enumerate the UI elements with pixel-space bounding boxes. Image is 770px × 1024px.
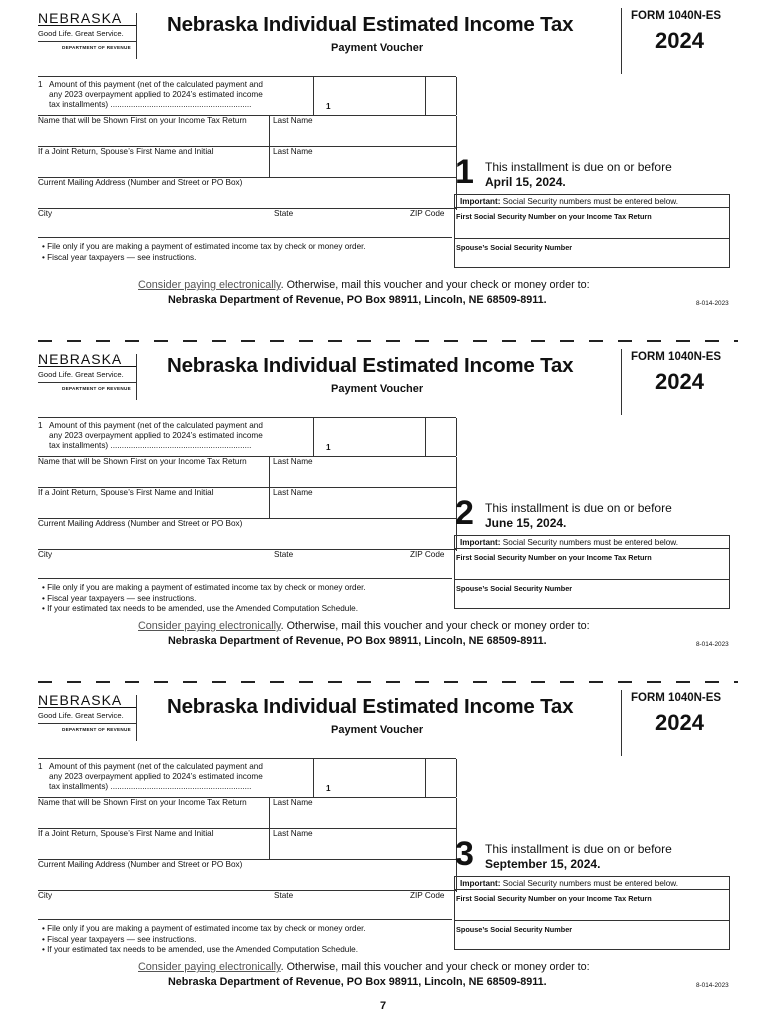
city-bottom-rule bbox=[38, 237, 452, 238]
mail-instructions-text: . Otherwise, mail this voucher and your check or money order to: bbox=[280, 279, 590, 291]
line1-text-a: Amount of this payment (net of the calculated payment and bbox=[49, 762, 263, 771]
spouse-last-field[interactable] bbox=[273, 157, 453, 177]
line1-box-left bbox=[313, 418, 314, 456]
spouse-last-field[interactable] bbox=[273, 839, 453, 859]
line1-box-divider bbox=[425, 759, 426, 797]
form-title: Nebraska Individual Estimated Income Tax bbox=[167, 13, 574, 36]
note-line: • If your estimated tax needs to be amended, use the Amended Computation Schedule. bbox=[42, 945, 359, 954]
form-year: 2024 bbox=[655, 710, 704, 735]
logo-divider bbox=[136, 695, 137, 741]
city-label: City bbox=[38, 891, 53, 900]
payment-voucher-2 bbox=[0, 341, 770, 671]
logo-swoosh bbox=[38, 707, 136, 708]
line1-box-right bbox=[456, 759, 457, 797]
zip-label: ZIP Code bbox=[410, 550, 445, 559]
last-name-field[interactable] bbox=[273, 126, 453, 146]
logo-swoosh bbox=[38, 366, 136, 367]
ssn-spouse-label: Spouse’s Social Security Number bbox=[456, 243, 573, 252]
payment-voucher-3 bbox=[0, 682, 770, 1012]
spouse-divider bbox=[269, 488, 270, 518]
address-field[interactable] bbox=[38, 870, 453, 890]
address-label: Current Mailing Address (Number and Street or PO Box) bbox=[38, 519, 243, 528]
address-field[interactable] bbox=[38, 529, 453, 549]
line1-text-b: any 2023 overpayment applied to 2024’s estimated income bbox=[49, 431, 263, 440]
important-text: Social Security numbers must be entered below. bbox=[502, 879, 678, 888]
logo-swoosh bbox=[38, 25, 136, 26]
first-name-label: Name that will be Shown First on your Income Tax Return bbox=[38, 798, 247, 807]
cut-line-2 bbox=[38, 681, 738, 683]
name-divider bbox=[269, 457, 270, 487]
important-text: Social Security numbers must be entered below. bbox=[502, 197, 678, 206]
address-bottom-rule bbox=[38, 549, 456, 550]
installment-due-text: This installment is due on or before bbox=[485, 501, 672, 515]
note-line: • File only if you are making a payment of estimated income tax by check or money order. bbox=[42, 242, 366, 251]
line1-text-c: tax installments) .............................................................. bbox=[49, 100, 252, 109]
cut-line-1 bbox=[38, 340, 738, 342]
mail-instructions-text: . Otherwise, mail this voucher and your check or money order to: bbox=[280, 620, 590, 632]
form-subtitle: Payment Voucher bbox=[331, 42, 424, 54]
city-field[interactable] bbox=[38, 901, 268, 919]
nebraska-logo: NEBRASKA bbox=[38, 10, 123, 26]
address-bottom-rule bbox=[38, 890, 456, 891]
form-number: FORM 1040N-ES bbox=[631, 10, 722, 22]
note-line: • Fiscal year taxpayers — see instructions. bbox=[42, 593, 197, 603]
state-field[interactable] bbox=[274, 901, 394, 919]
name-divider bbox=[269, 798, 270, 828]
installment-number: 2 bbox=[455, 494, 474, 532]
mail-instructions bbox=[138, 620, 590, 632]
pay-electronically-link[interactable]: Consider paying electronically bbox=[138, 620, 281, 632]
name-divider bbox=[269, 116, 270, 146]
mail-address: Nebraska Department of Revenue, PO Box 98911, Lincoln, NE 68509-8911. bbox=[168, 976, 547, 988]
spouse-divider bbox=[269, 147, 270, 177]
state-label: State bbox=[274, 550, 294, 559]
spouse-first-label: If a Joint Return, Spouse’s First Name and Initial bbox=[38, 488, 214, 497]
pay-electronically-link[interactable]: Consider paying electronically bbox=[138, 961, 281, 973]
mail-address: Nebraska Department of Revenue, PO Box 98911, Lincoln, NE 68509-8911. bbox=[168, 294, 547, 306]
formno-divider bbox=[621, 349, 622, 415]
page-number: 7 bbox=[380, 1000, 387, 1012]
state-field[interactable] bbox=[274, 560, 394, 578]
last-name-label: Last Name bbox=[273, 798, 313, 807]
address-field[interactable] bbox=[38, 188, 453, 208]
spouse-first-label: If a Joint Return, Spouse’s First Name and Initial bbox=[38, 829, 214, 838]
form-subtitle: Payment Voucher bbox=[331, 383, 424, 395]
city-label: City bbox=[38, 550, 53, 559]
spouse-divider bbox=[269, 829, 270, 859]
ssn-first-label: First Social Security Number on your Income Tax Return bbox=[456, 553, 652, 562]
note-line: • File only if you are making a payment of estimated income tax by check or money order. bbox=[42, 583, 366, 592]
line1-text-a: Amount of this payment (net of the calculated payment and bbox=[49, 80, 263, 89]
mail-instructions bbox=[138, 279, 590, 291]
zip-label: ZIP Code bbox=[410, 891, 445, 900]
ssn-spouse-label: Spouse’s Social Security Number bbox=[456, 584, 573, 593]
form-code: 8-014-2023 bbox=[696, 641, 729, 648]
form-title: Nebraska Individual Estimated Income Tax bbox=[167, 695, 574, 718]
logo-department: DEPARTMENT OF REVENUE bbox=[62, 727, 131, 732]
line1-text-a: Amount of this payment (net of the calculated payment and bbox=[49, 421, 263, 430]
line1-box-number: 1 bbox=[326, 102, 331, 111]
line1-box-divider bbox=[425, 77, 426, 115]
logo-rule bbox=[38, 41, 136, 42]
city-bottom-rule bbox=[38, 578, 452, 579]
address-bottom-rule bbox=[38, 208, 456, 209]
payment-voucher-1 bbox=[0, 0, 770, 330]
line1-box-right bbox=[456, 77, 457, 115]
ssn-first-label: First Social Security Number on your Income Tax Return bbox=[456, 894, 652, 903]
logo-divider bbox=[136, 13, 137, 59]
logo-rule bbox=[38, 723, 136, 724]
ssn-first-field[interactable] bbox=[456, 222, 728, 237]
installment-number: 1 bbox=[455, 153, 474, 191]
logo-divider bbox=[136, 354, 137, 400]
first-name-label: Name that will be Shown First on your Income Tax Return bbox=[38, 457, 247, 466]
ssn-spouse-field[interactable] bbox=[456, 934, 728, 948]
last-name-field[interactable] bbox=[273, 808, 453, 828]
logo-tagline: Good Life. Great Service. bbox=[38, 370, 124, 379]
ssn-divider-mid bbox=[454, 920, 730, 921]
note-line: • File only if you are making a payment of estimated income tax by check or money order. bbox=[42, 924, 366, 933]
city-field[interactable] bbox=[38, 560, 268, 578]
line1-number: 1 bbox=[38, 80, 43, 89]
payment-amount-field[interactable] bbox=[338, 77, 425, 115]
installment-due-text: This installment is due on or before bbox=[485, 842, 672, 856]
important-label: Important: bbox=[460, 197, 501, 206]
mail-instructions-text: . Otherwise, mail this voucher and your check or money order to: bbox=[280, 961, 590, 973]
spouse-first-field[interactable] bbox=[38, 839, 266, 859]
line1-box-number: 1 bbox=[326, 784, 331, 793]
important-note bbox=[460, 538, 678, 547]
address-label: Current Mailing Address (Number and Street or PO Box) bbox=[38, 860, 243, 869]
zip-label: ZIP Code bbox=[410, 209, 445, 218]
formno-divider bbox=[621, 690, 622, 756]
form-code: 8-014-2023 bbox=[696, 982, 729, 989]
installment-due-date: September 15, 2024. bbox=[485, 857, 601, 871]
spouse-last-field[interactable] bbox=[273, 498, 453, 518]
state-field[interactable] bbox=[274, 219, 394, 237]
zip-field[interactable] bbox=[400, 560, 452, 578]
mail-instructions bbox=[138, 961, 590, 973]
first-name-field[interactable] bbox=[38, 808, 266, 828]
line1-box-left bbox=[313, 77, 314, 115]
ssn-spouse-field[interactable] bbox=[456, 252, 728, 266]
form-number: FORM 1040N-ES bbox=[631, 351, 722, 363]
logo-rule bbox=[38, 382, 136, 383]
state-label: State bbox=[274, 209, 294, 218]
important-label: Important: bbox=[460, 879, 501, 888]
line1-box-divider bbox=[425, 418, 426, 456]
last-name-label: Last Name bbox=[273, 457, 313, 466]
installment-due-text: This installment is due on or before bbox=[485, 160, 672, 174]
important-note bbox=[460, 197, 678, 206]
ssn-divider-top bbox=[454, 548, 730, 549]
payment-amount-field[interactable] bbox=[338, 759, 425, 797]
mail-address: Nebraska Department of Revenue, PO Box 98911, Lincoln, NE 68509-8911. bbox=[168, 635, 547, 647]
payment-amount-field[interactable] bbox=[338, 418, 425, 456]
formno-divider bbox=[621, 8, 622, 74]
line1-number: 1 bbox=[38, 762, 43, 771]
line1-box-left bbox=[313, 759, 314, 797]
nebraska-logo: NEBRASKA bbox=[38, 351, 123, 367]
form-year: 2024 bbox=[655, 369, 704, 394]
ssn-spouse-label: Spouse’s Social Security Number bbox=[456, 925, 573, 934]
ssn-divider-top bbox=[454, 889, 730, 890]
spouse-last-label: Last Name bbox=[273, 829, 313, 838]
note-line: • Fiscal year taxpayers — see instructions. bbox=[42, 252, 197, 262]
ssn-divider-mid bbox=[454, 238, 730, 239]
spouse-first-label: If a Joint Return, Spouse’s First Name and Initial bbox=[38, 147, 214, 156]
ssn-first-field[interactable] bbox=[456, 563, 728, 578]
state-label: State bbox=[274, 891, 294, 900]
logo-tagline: Good Life. Great Service. bbox=[38, 29, 124, 38]
zip-field[interactable] bbox=[400, 901, 452, 919]
ssn-divider-top bbox=[454, 207, 730, 208]
spouse-last-label: Last Name bbox=[273, 147, 313, 156]
line1-text-b: any 2023 overpayment applied to 2024’s estimated income bbox=[49, 90, 263, 99]
ssn-divider-mid bbox=[454, 579, 730, 580]
zip-field[interactable] bbox=[400, 219, 452, 237]
installment-number: 3 bbox=[455, 835, 474, 873]
nebraska-logo: NEBRASKA bbox=[38, 692, 123, 708]
installment-due-date: June 15, 2024. bbox=[485, 516, 567, 530]
ssn-first-label: First Social Security Number on your Income Tax Return bbox=[456, 212, 652, 221]
logo-department: DEPARTMENT OF REVENUE bbox=[62, 45, 131, 50]
city-field[interactable] bbox=[38, 219, 268, 237]
line1-text-c: tax installments) .............................................................. bbox=[49, 441, 252, 450]
city-bottom-rule bbox=[38, 919, 452, 920]
installment-due-date: April 15, 2024. bbox=[485, 175, 566, 189]
first-name-field[interactable] bbox=[38, 467, 266, 487]
spouse-last-label: Last Name bbox=[273, 488, 313, 497]
ssn-spouse-field[interactable] bbox=[456, 593, 728, 607]
address-label: Current Mailing Address (Number and Street or PO Box) bbox=[38, 178, 243, 187]
voucher-notes bbox=[42, 242, 366, 263]
note-line: • If your estimated tax needs to be amended, use the Amended Computation Schedule. bbox=[42, 604, 359, 613]
important-note bbox=[460, 879, 678, 888]
city-label: City bbox=[38, 209, 53, 218]
line1-text-b: any 2023 overpayment applied to 2024’s estimated income bbox=[49, 772, 263, 781]
last-name-label: Last Name bbox=[273, 116, 313, 125]
line1-text-c: tax installments) .............................................................. bbox=[49, 782, 252, 791]
line1-box-number: 1 bbox=[326, 443, 331, 452]
first-name-field[interactable] bbox=[38, 126, 266, 146]
note-line: • Fiscal year taxpayers — see instructions. bbox=[42, 934, 197, 944]
form-number: FORM 1040N-ES bbox=[631, 692, 722, 704]
ssn-first-field[interactable] bbox=[456, 904, 728, 919]
important-text: Social Security numbers must be entered below. bbox=[502, 538, 678, 547]
important-label: Important: bbox=[460, 538, 501, 547]
voucher-notes bbox=[42, 924, 366, 956]
line1-box-right bbox=[456, 418, 457, 456]
first-name-label: Name that will be Shown First on your Income Tax Return bbox=[38, 116, 247, 125]
voucher-notes bbox=[42, 583, 366, 615]
form-year: 2024 bbox=[655, 28, 704, 53]
form-code: 8-014-2023 bbox=[696, 300, 729, 307]
pay-electronically-link[interactable]: Consider paying electronically bbox=[138, 279, 281, 291]
spouse-first-field[interactable] bbox=[38, 498, 266, 518]
line1-number: 1 bbox=[38, 421, 43, 430]
form-subtitle: Payment Voucher bbox=[331, 724, 424, 736]
logo-tagline: Good Life. Great Service. bbox=[38, 711, 124, 720]
form-title: Nebraska Individual Estimated Income Tax bbox=[167, 354, 574, 377]
logo-department: DEPARTMENT OF REVENUE bbox=[62, 386, 131, 391]
last-name-field[interactable] bbox=[273, 467, 453, 487]
spouse-first-field[interactable] bbox=[38, 157, 266, 177]
